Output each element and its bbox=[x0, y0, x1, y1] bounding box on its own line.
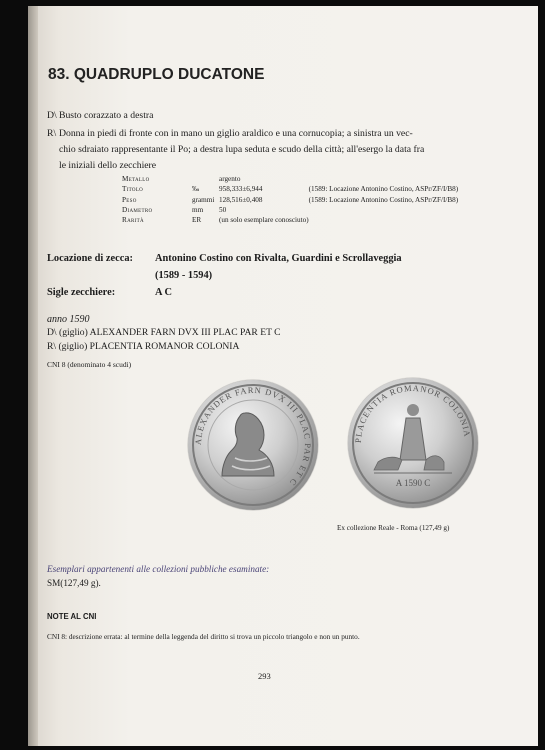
variety-obverse-label: D\ bbox=[47, 327, 57, 338]
metadata-unit: mm bbox=[192, 205, 204, 214]
metadata-note: (1589: Locazione Antonino Costino, ASPr/ZF/I/B8) bbox=[308, 185, 459, 194]
variety-obverse bbox=[47, 326, 281, 340]
sigle-label: Sigle zecchiere: bbox=[47, 287, 116, 298]
page-number: 293 bbox=[258, 671, 271, 681]
metadata-key: Titolo bbox=[122, 185, 144, 194]
notes-text: CNI 8: descrizione errata: al termine della leggenda del diritto si trova un piccolo triangolo e non un punto. bbox=[47, 632, 360, 641]
reverse-line-3: le iniziali dello zecchiere bbox=[59, 160, 157, 171]
reverse-label: R\ bbox=[47, 128, 57, 139]
mint-location-label: Locazione di zecca: bbox=[47, 253, 133, 264]
metadata-key: Rarità bbox=[122, 216, 144, 225]
metadata-note: (1589: Locazione Antonino Costino, ASPr/ZF/I/B8) bbox=[308, 195, 459, 204]
metadata-key: Diametro bbox=[122, 205, 153, 214]
mint-location-value: Antonino Costino con Rivalta, Guardini e Scrollaveggia bbox=[155, 253, 402, 264]
metadata-note bbox=[309, 174, 459, 184]
coin-obverse-legend: ALEXANDER FARN DVX III PLAC PAR ET C bbox=[192, 384, 314, 489]
sigle-value: A C bbox=[155, 287, 173, 298]
metadata-value: 958,333±6,944 bbox=[219, 185, 263, 194]
metadata-value: argento bbox=[219, 175, 241, 183]
variety-reverse-legend: (giglio) PLACENTIA ROMANOR COLONIA bbox=[58, 341, 240, 352]
variety-reverse bbox=[47, 340, 239, 354]
book-page bbox=[28, 6, 538, 746]
metadata-row bbox=[122, 184, 458, 194]
variety-cni: CNI 8 (denominato 4 scudi) bbox=[47, 360, 132, 369]
metadata-value: 50 bbox=[219, 205, 227, 214]
coin-obverse-art bbox=[188, 380, 318, 510]
coin-reverse-exergue: A 1590 C bbox=[395, 478, 431, 488]
reverse-description bbox=[47, 126, 424, 174]
metadata-key: Metallo bbox=[122, 175, 150, 183]
metadata-unit: grammi bbox=[192, 195, 215, 204]
metadata-unit: ER bbox=[192, 216, 202, 225]
coin-reverse-art bbox=[348, 378, 478, 508]
metadata-note bbox=[309, 205, 459, 215]
coin-obverse-photo bbox=[188, 380, 318, 510]
metadata-unit bbox=[192, 174, 219, 184]
coin-reverse-photo bbox=[348, 378, 478, 508]
notes-heading: NOTE AL CNI bbox=[47, 612, 97, 621]
metadata-unit: ‰ bbox=[192, 185, 200, 194]
photo-caption: Ex collezione Reale - Roma (127,49 g) bbox=[337, 524, 450, 532]
reverse-line-1: Donna in piedi di fronte con in mano un giglio araldico e una cornucopia; a sinistra un vec- bbox=[59, 128, 413, 139]
metadata-row bbox=[122, 205, 458, 215]
specimens-value: SM(127,49 g). bbox=[47, 578, 101, 588]
specimens-heading: Esemplari appartenenti alle collezioni pubbliche esaminate: bbox=[47, 564, 270, 574]
obverse-label: D\ bbox=[47, 110, 57, 121]
metadata-row bbox=[122, 174, 458, 184]
metadata-table bbox=[122, 174, 458, 225]
metadata-key: Peso bbox=[122, 195, 137, 204]
variety-year: anno 1590 bbox=[47, 314, 90, 325]
metadata-row bbox=[122, 195, 458, 205]
coin-reverse-legend: PLACENTIA ROMANOR COLONIA bbox=[352, 382, 473, 444]
metadata-value: (un solo esemplare conosciuto) bbox=[219, 216, 309, 225]
variety-obverse-legend: (giglio) ALEXANDER FARN DVX III PLAC PAR ET C bbox=[59, 327, 281, 338]
metadata-note bbox=[309, 215, 459, 225]
obverse-description bbox=[47, 108, 153, 124]
obverse-text: Busto corazzato a destra bbox=[59, 110, 154, 121]
variety-reverse-label: R\ bbox=[47, 341, 57, 352]
metadata-value: 128,516±0,408 bbox=[219, 195, 263, 204]
page-fold-shadow bbox=[28, 6, 38, 746]
mint-location-years: (1589 - 1594) bbox=[155, 270, 213, 281]
reverse-line-2: chio sdraiato rappresentante il Po; a destra lupa seduta e scudo della città; all'esergo la data fra bbox=[59, 144, 425, 155]
metadata-row bbox=[122, 215, 458, 225]
entry-title: 83. QUADRUPLO DUCATONE bbox=[48, 66, 265, 83]
